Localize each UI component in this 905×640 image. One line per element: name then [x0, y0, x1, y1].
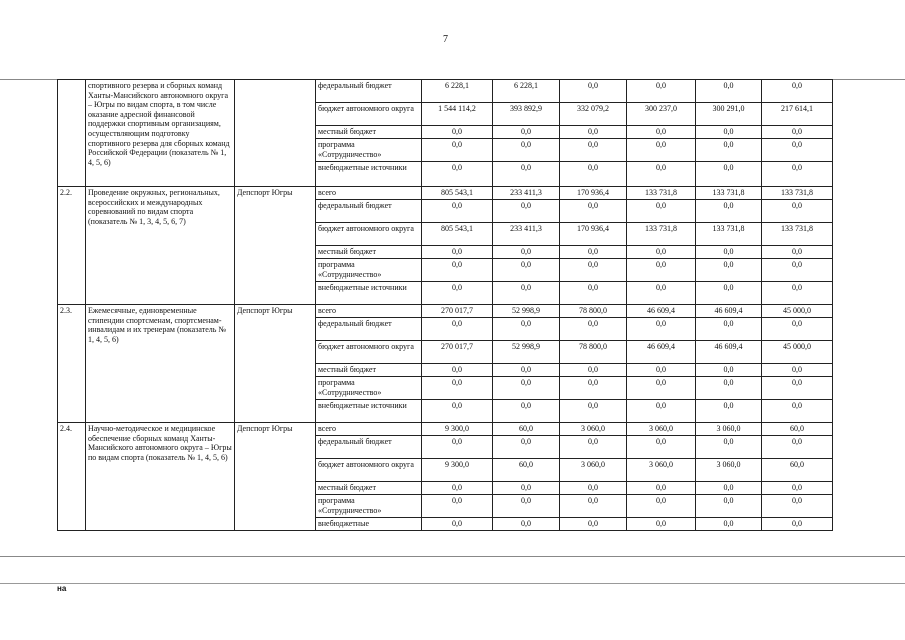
amount-cell: 0,0 — [560, 80, 627, 103]
amount-cell: 0,0 — [422, 162, 493, 187]
amount-cell: 0,0 — [422, 259, 493, 282]
funding-source: федеральный бюджет — [316, 80, 422, 103]
amount-cell: 3 060,0 — [696, 459, 762, 482]
funding-source: бюджет автономного округа — [316, 459, 422, 482]
funding-source: всего — [316, 305, 422, 318]
amount-cell: 60,0 — [493, 423, 560, 436]
amount-cell: 0,0 — [560, 436, 627, 459]
item-description: спортивного резерва и сборных команд Ханты-Мансийского автономного округа – Югры по видам спорта, в том числе оказание адресной финансовой поддержки спортивным организациям, осуществляющим подготовку спортивного резерва для сборных команд Российской Федерации (показатель № 1, 4, 5, 6) — [86, 80, 235, 187]
amount-cell: 0,0 — [422, 377, 493, 400]
amount-cell: 805 543,1 — [422, 187, 493, 200]
amount-cell: 0,0 — [762, 518, 833, 531]
amount-cell: 0,0 — [560, 126, 627, 139]
amount-cell: 9 300,0 — [422, 423, 493, 436]
amount-cell: 217 614,1 — [762, 103, 833, 126]
amount-cell: 0,0 — [493, 495, 560, 518]
amount-cell: 133 731,8 — [627, 187, 696, 200]
amount-cell: 0,0 — [493, 282, 560, 305]
amount-cell: 133 731,8 — [762, 223, 833, 246]
amount-cell: 0,0 — [627, 246, 696, 259]
amount-cell: 0,0 — [762, 282, 833, 305]
funding-source: внебюджетные источники — [316, 282, 422, 305]
item-executor: Депспорт Югры — [235, 187, 316, 305]
funding-source: программа «Сотрудничество» — [316, 139, 422, 162]
amount-cell: 0,0 — [422, 495, 493, 518]
funding-source: всего — [316, 187, 422, 200]
amount-cell: 233 411,3 — [493, 187, 560, 200]
amount-cell: 6 228,1 — [493, 80, 560, 103]
amount-cell: 0,0 — [560, 495, 627, 518]
amount-cell: 0,0 — [696, 400, 762, 423]
item-executor — [235, 80, 316, 187]
amount-cell: 0,0 — [627, 139, 696, 162]
amount-cell: 0,0 — [560, 318, 627, 341]
amount-cell: 170 936,4 — [560, 223, 627, 246]
amount-cell: 133 731,8 — [696, 187, 762, 200]
item-code — [58, 80, 86, 187]
amount-cell: 0,0 — [560, 162, 627, 187]
amount-cell: 3 060,0 — [560, 459, 627, 482]
amount-cell: 45 000,0 — [762, 305, 833, 318]
amount-cell: 0,0 — [422, 400, 493, 423]
page-number: 7 — [443, 34, 448, 45]
item-code: 2.2. — [58, 187, 86, 305]
amount-cell: 0,0 — [422, 200, 493, 223]
amount-cell: 0,0 — [560, 482, 627, 495]
amount-cell: 46 609,4 — [627, 341, 696, 364]
funding-source: программа «Сотрудничество» — [316, 259, 422, 282]
amount-cell: 0,0 — [696, 436, 762, 459]
amount-cell: 0,0 — [696, 495, 762, 518]
amount-cell: 133 731,8 — [627, 223, 696, 246]
amount-cell: 0,0 — [696, 162, 762, 187]
amount-cell: 0,0 — [627, 495, 696, 518]
amount-cell: 0,0 — [762, 139, 833, 162]
funding-source: местный бюджет — [316, 482, 422, 495]
footer-rule — [0, 583, 905, 584]
amount-cell: 6 228,1 — [422, 80, 493, 103]
funding-source: всего — [316, 423, 422, 436]
amount-cell: 0,0 — [560, 518, 627, 531]
amount-cell: 3 060,0 — [696, 423, 762, 436]
amount-cell: 46 609,4 — [696, 341, 762, 364]
amount-cell: 0,0 — [422, 364, 493, 377]
amount-cell: 0,0 — [627, 318, 696, 341]
amount-cell: 0,0 — [493, 126, 560, 139]
funding-source: бюджет автономного округа — [316, 341, 422, 364]
item-code: 2.4. — [58, 423, 86, 531]
amount-cell: 0,0 — [627, 126, 696, 139]
table-row — [58, 305, 833, 318]
amount-cell: 0,0 — [696, 282, 762, 305]
amount-cell: 0,0 — [627, 162, 696, 187]
amount-cell: 60,0 — [493, 459, 560, 482]
amount-cell: 3 060,0 — [627, 459, 696, 482]
amount-cell: 0,0 — [493, 377, 560, 400]
amount-cell: 0,0 — [422, 482, 493, 495]
amount-cell: 0,0 — [422, 436, 493, 459]
amount-cell: 3 060,0 — [627, 423, 696, 436]
funding-source: бюджет автономного округа — [316, 223, 422, 246]
amount-cell: 0,0 — [560, 139, 627, 162]
amount-cell: 0,0 — [762, 162, 833, 187]
funding-source: внебюджетные источники — [316, 162, 422, 187]
amount-cell: 0,0 — [493, 259, 560, 282]
amount-cell: 133 731,8 — [762, 187, 833, 200]
amount-cell: 0,0 — [762, 318, 833, 341]
funding-source: внебюджетные источники — [316, 400, 422, 423]
amount-cell: 0,0 — [696, 139, 762, 162]
amount-cell: 0,0 — [762, 200, 833, 223]
table-row — [58, 187, 833, 200]
amount-cell: 0,0 — [696, 518, 762, 531]
amount-cell: 0,0 — [560, 400, 627, 423]
amount-cell: 332 079,2 — [560, 103, 627, 126]
funding-source: местный бюджет — [316, 126, 422, 139]
amount-cell: 0,0 — [762, 482, 833, 495]
amount-cell: 0,0 — [762, 126, 833, 139]
amount-cell: 0,0 — [493, 139, 560, 162]
amount-cell: 0,0 — [627, 282, 696, 305]
amount-cell: 0,0 — [422, 318, 493, 341]
amount-cell: 0,0 — [493, 482, 560, 495]
amount-cell: 0,0 — [560, 364, 627, 377]
amount-cell: 0,0 — [493, 200, 560, 223]
amount-cell: 0,0 — [627, 436, 696, 459]
amount-cell: 0,0 — [696, 200, 762, 223]
amount-cell: 52 998,9 — [493, 305, 560, 318]
amount-cell: 0,0 — [560, 377, 627, 400]
amount-cell: 0,0 — [422, 126, 493, 139]
amount-cell: 270 017,7 — [422, 341, 493, 364]
amount-cell: 0,0 — [762, 364, 833, 377]
amount-cell: 0,0 — [493, 436, 560, 459]
amount-cell: 60,0 — [762, 423, 833, 436]
amount-cell: 0,0 — [560, 259, 627, 282]
footer-mark: на — [57, 584, 67, 593]
amount-cell: 0,0 — [493, 400, 560, 423]
amount-cell: 0,0 — [627, 364, 696, 377]
amount-cell: 0,0 — [627, 80, 696, 103]
amount-cell: 300 237,0 — [627, 103, 696, 126]
amount-cell: 0,0 — [422, 518, 493, 531]
amount-cell: 0,0 — [493, 246, 560, 259]
funding-source: федеральный бюджет — [316, 318, 422, 341]
funding-source: местный бюджет — [316, 246, 422, 259]
item-executor: Депспорт Югры — [235, 423, 316, 531]
funding-source: федеральный бюджет — [316, 200, 422, 223]
amount-cell: 393 892,9 — [493, 103, 560, 126]
item-description: Проведение окружных, региональных, всероссийских и международных соревнований по видам спорта (показатель № 1, 3, 4, 5, 6, 7) — [86, 187, 235, 305]
amount-cell: 0,0 — [493, 518, 560, 531]
amount-cell: 0,0 — [762, 495, 833, 518]
amount-cell: 78 800,0 — [560, 305, 627, 318]
funding-source: программа «Сотрудничество» — [316, 495, 422, 518]
amount-cell: 0,0 — [627, 259, 696, 282]
amount-cell: 0,0 — [560, 246, 627, 259]
amount-cell: 0,0 — [696, 482, 762, 495]
amount-cell: 0,0 — [560, 282, 627, 305]
funding-source: программа «Сотрудничество» — [316, 377, 422, 400]
amount-cell: 0,0 — [493, 162, 560, 187]
funding-source: федеральный бюджет — [316, 436, 422, 459]
funding-source: местный бюджет — [316, 364, 422, 377]
amount-cell: 0,0 — [696, 246, 762, 259]
funding-source: бюджет автономного округа — [316, 103, 422, 126]
amount-cell: 0,0 — [627, 518, 696, 531]
amount-cell: 0,0 — [627, 377, 696, 400]
funding-source: внебюджетные — [316, 518, 422, 531]
item-description: Ежемесячные, единовременные стипендии спортсменам, спортсменам-инвалидам и их тренерам (показатель № 1, 4, 5, 6) — [86, 305, 235, 423]
amount-cell: 0,0 — [696, 377, 762, 400]
amount-cell: 133 731,8 — [696, 223, 762, 246]
amount-cell: 0,0 — [493, 364, 560, 377]
amount-cell: 805 543,1 — [422, 223, 493, 246]
amount-cell: 52 998,9 — [493, 341, 560, 364]
amount-cell: 0,0 — [762, 259, 833, 282]
amount-cell: 0,0 — [696, 80, 762, 103]
amount-cell: 9 300,0 — [422, 459, 493, 482]
amount-cell: 78 800,0 — [560, 341, 627, 364]
amount-cell: 0,0 — [627, 482, 696, 495]
amount-cell: 0,0 — [762, 377, 833, 400]
budget-table — [57, 79, 833, 531]
item-code: 2.3. — [58, 305, 86, 423]
amount-cell: 0,0 — [627, 400, 696, 423]
amount-cell: 3 060,0 — [560, 423, 627, 436]
amount-cell: 1 544 114,2 — [422, 103, 493, 126]
amount-cell: 46 609,4 — [627, 305, 696, 318]
amount-cell: 0,0 — [560, 200, 627, 223]
amount-cell: 0,0 — [696, 259, 762, 282]
amount-cell: 0,0 — [422, 139, 493, 162]
bottom-rule — [0, 556, 905, 557]
amount-cell: 0,0 — [696, 364, 762, 377]
amount-cell: 270 017,7 — [422, 305, 493, 318]
table-row — [58, 80, 833, 103]
amount-cell: 45 000,0 — [762, 341, 833, 364]
amount-cell: 170 936,4 — [560, 187, 627, 200]
amount-cell: 0,0 — [422, 246, 493, 259]
amount-cell: 0,0 — [762, 400, 833, 423]
amount-cell: 0,0 — [762, 436, 833, 459]
item-executor: Депспорт Югры — [235, 305, 316, 423]
amount-cell: 300 291,0 — [696, 103, 762, 126]
amount-cell: 0,0 — [762, 246, 833, 259]
amount-cell: 0,0 — [627, 200, 696, 223]
amount-cell: 60,0 — [762, 459, 833, 482]
table-row — [58, 423, 833, 436]
amount-cell: 0,0 — [762, 80, 833, 103]
item-description: Научно-методическое и медицинское обеспечение сборных команд Ханты-Мансийского автономного округа – Югры по видам спорта (показатель № 1, 4, 5, 6) — [86, 423, 235, 531]
amount-cell: 0,0 — [696, 318, 762, 341]
amount-cell: 46 609,4 — [696, 305, 762, 318]
amount-cell: 0,0 — [696, 126, 762, 139]
amount-cell: 233 411,3 — [493, 223, 560, 246]
amount-cell: 0,0 — [493, 318, 560, 341]
amount-cell: 0,0 — [422, 282, 493, 305]
